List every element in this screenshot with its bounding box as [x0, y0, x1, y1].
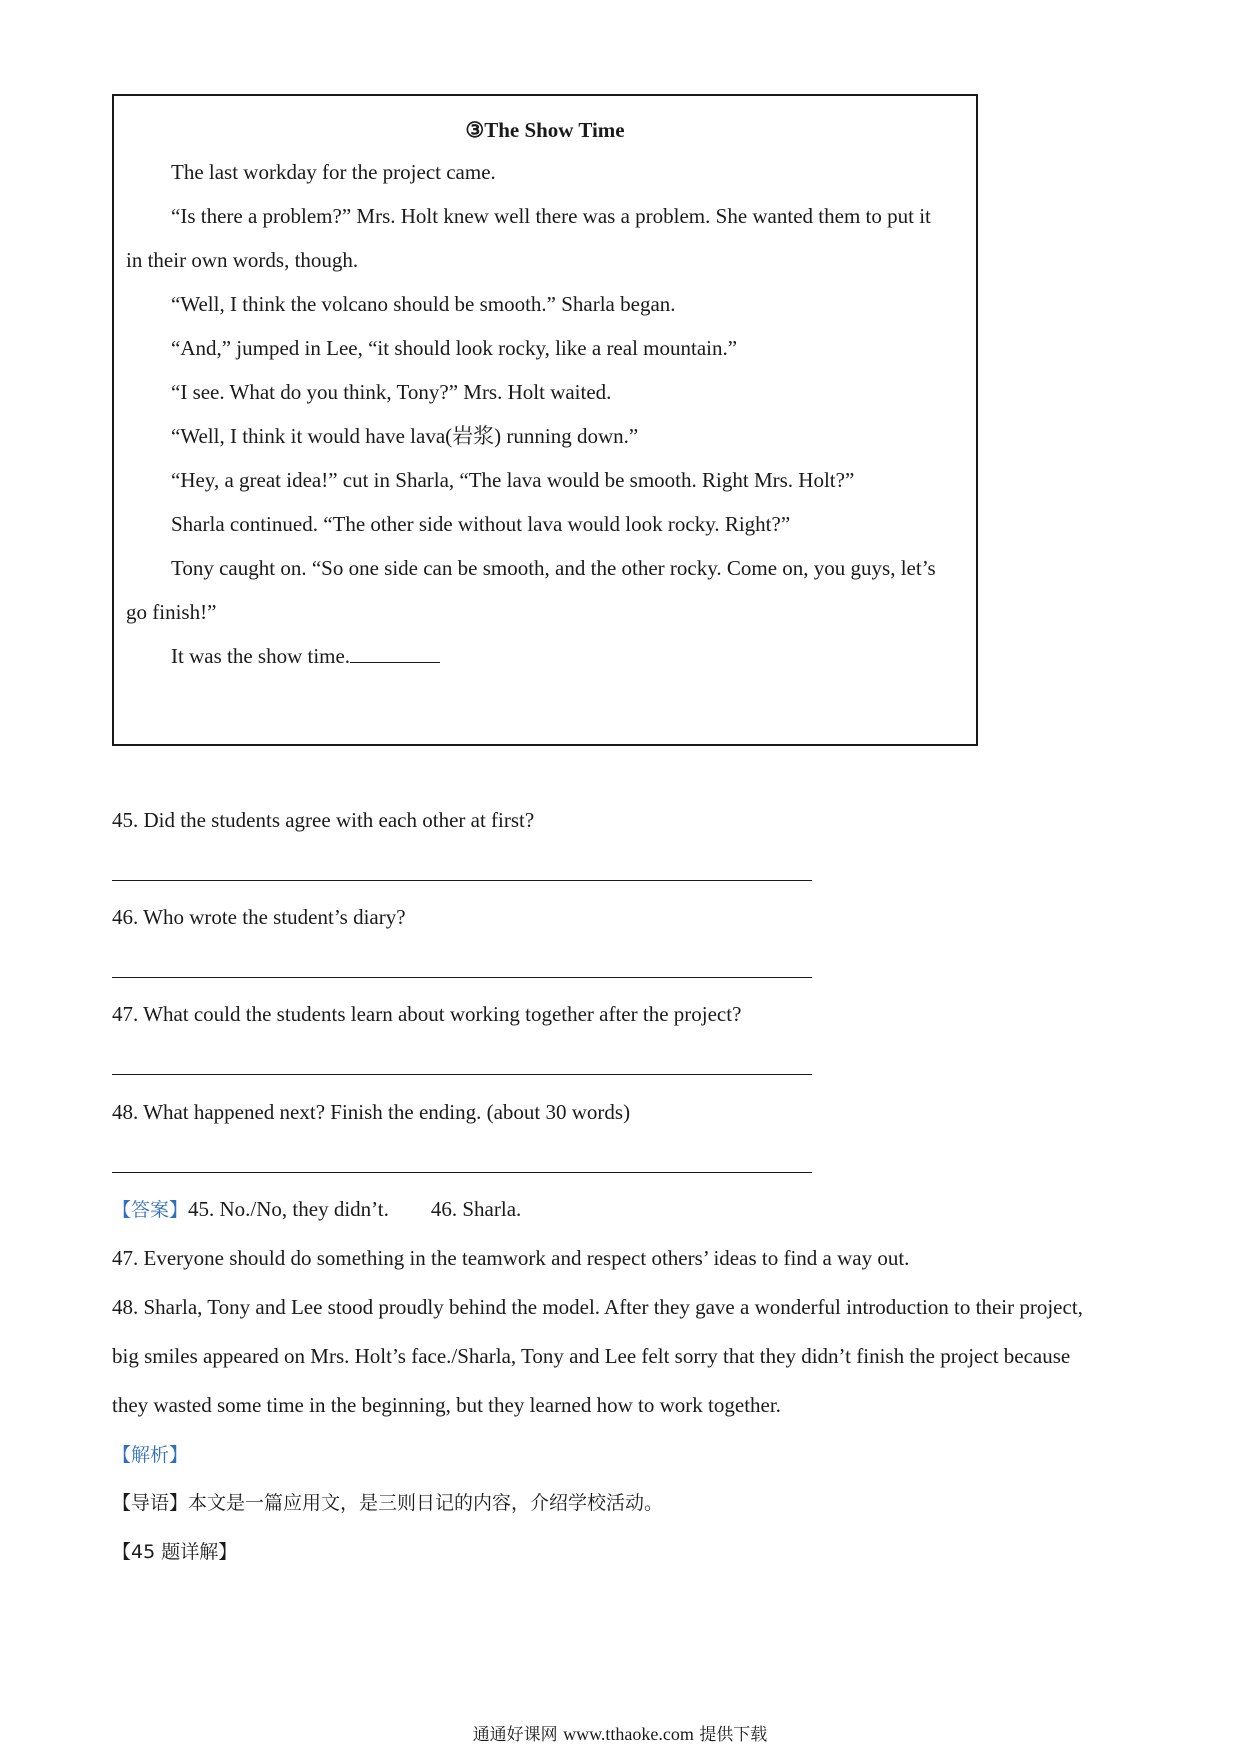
story-line: “And,” jumped in Lee, “it should look rocky, like a real mountain.” [171, 336, 738, 360]
answer-46: 46. Sharla. [430, 1197, 522, 1221]
answer-48-line: big smiles appeared on Mrs. Holt’s face./Sharla, Tony and Lee felt sorry that they didn’t finish the project because [112, 1344, 1071, 1368]
story-line: “Well, I think the volcano should be smooth.” Sharla began. [171, 292, 676, 316]
story-box [112, 94, 978, 746]
answer-48-line: they wasted some time in the beginning, but they learned how to work together. [112, 1393, 781, 1417]
answer-48-line: 48. Sharla, Tony and Lee stood proudly behind the model. After they gave a wonderful introduction to their project, [112, 1295, 1083, 1319]
story-last-line: It was the show time. [171, 644, 351, 668]
answer-line-48 [112, 1172, 812, 1173]
q45-heading: 【45 题详解】 [112, 1541, 238, 1563]
title-number: ③ [465, 118, 485, 142]
answer-line-47 [112, 1074, 812, 1075]
answer-47: 47. Everyone should do something in the teamwork and respect others’ ideas to find a way out. [112, 1246, 910, 1270]
story-title [114, 116, 976, 144]
story-line: The last workday for the project came. [171, 160, 496, 184]
story-line: go finish!” [126, 600, 217, 624]
story-line: Tony caught on. “So one side can be smooth, and the other rocky. Come on, you guys, let’s [171, 556, 936, 580]
answer-line-46 [112, 977, 812, 978]
story-line: Sharla continued. “The other side without lava would look rocky. Right?” [171, 512, 791, 536]
answer-line-45 [112, 880, 812, 881]
footer-suffix: 提供下载 [699, 1725, 768, 1745]
question-46: 46. Who wrote the student’s diary? [112, 905, 406, 929]
fill-in-blank [350, 642, 440, 663]
footer-url[interactable]: www.tthaoke.com [563, 1724, 694, 1744]
story-line: “Well, I think it would have lava(岩浆) running down.” [171, 424, 639, 448]
analysis-intro: 【导语】本文是一篇应用文，是三则日记的内容，介绍学校活动。 [112, 1492, 664, 1514]
story-line: “Hey, a great idea!” cut in Sharla, “The lava would be smooth. Right Mrs. Holt?” [171, 468, 855, 492]
question-48: 48. What happened next? Finish the ending. (about 30 words) [112, 1100, 631, 1124]
question-45: 45. Did the students agree with each other at first? [112, 808, 535, 832]
page-footer [0, 1720, 1240, 1745]
title-text: The Show Time [484, 118, 625, 142]
answer-45: 45. No./No, they didn’t. [188, 1197, 389, 1221]
story-line [171, 642, 440, 670]
story-line: in their own words, though. [126, 248, 359, 272]
story-line: “Is there a problem?” Mrs. Holt knew well there was a problem. She wanted them to put it [171, 204, 931, 228]
story-line: “I see. What do you think, Tony?” Mrs. Holt waited. [171, 380, 612, 404]
answer-row [112, 1195, 521, 1224]
footer-site-name: 通通好课网 [472, 1725, 558, 1745]
question-47: 47. What could the students learn about working together after the project? [112, 1002, 742, 1026]
analysis-tag-row [112, 1440, 188, 1469]
analysis-tag: 【解析】 [112, 1444, 189, 1466]
answer-tag: 【答案】 [112, 1199, 189, 1221]
